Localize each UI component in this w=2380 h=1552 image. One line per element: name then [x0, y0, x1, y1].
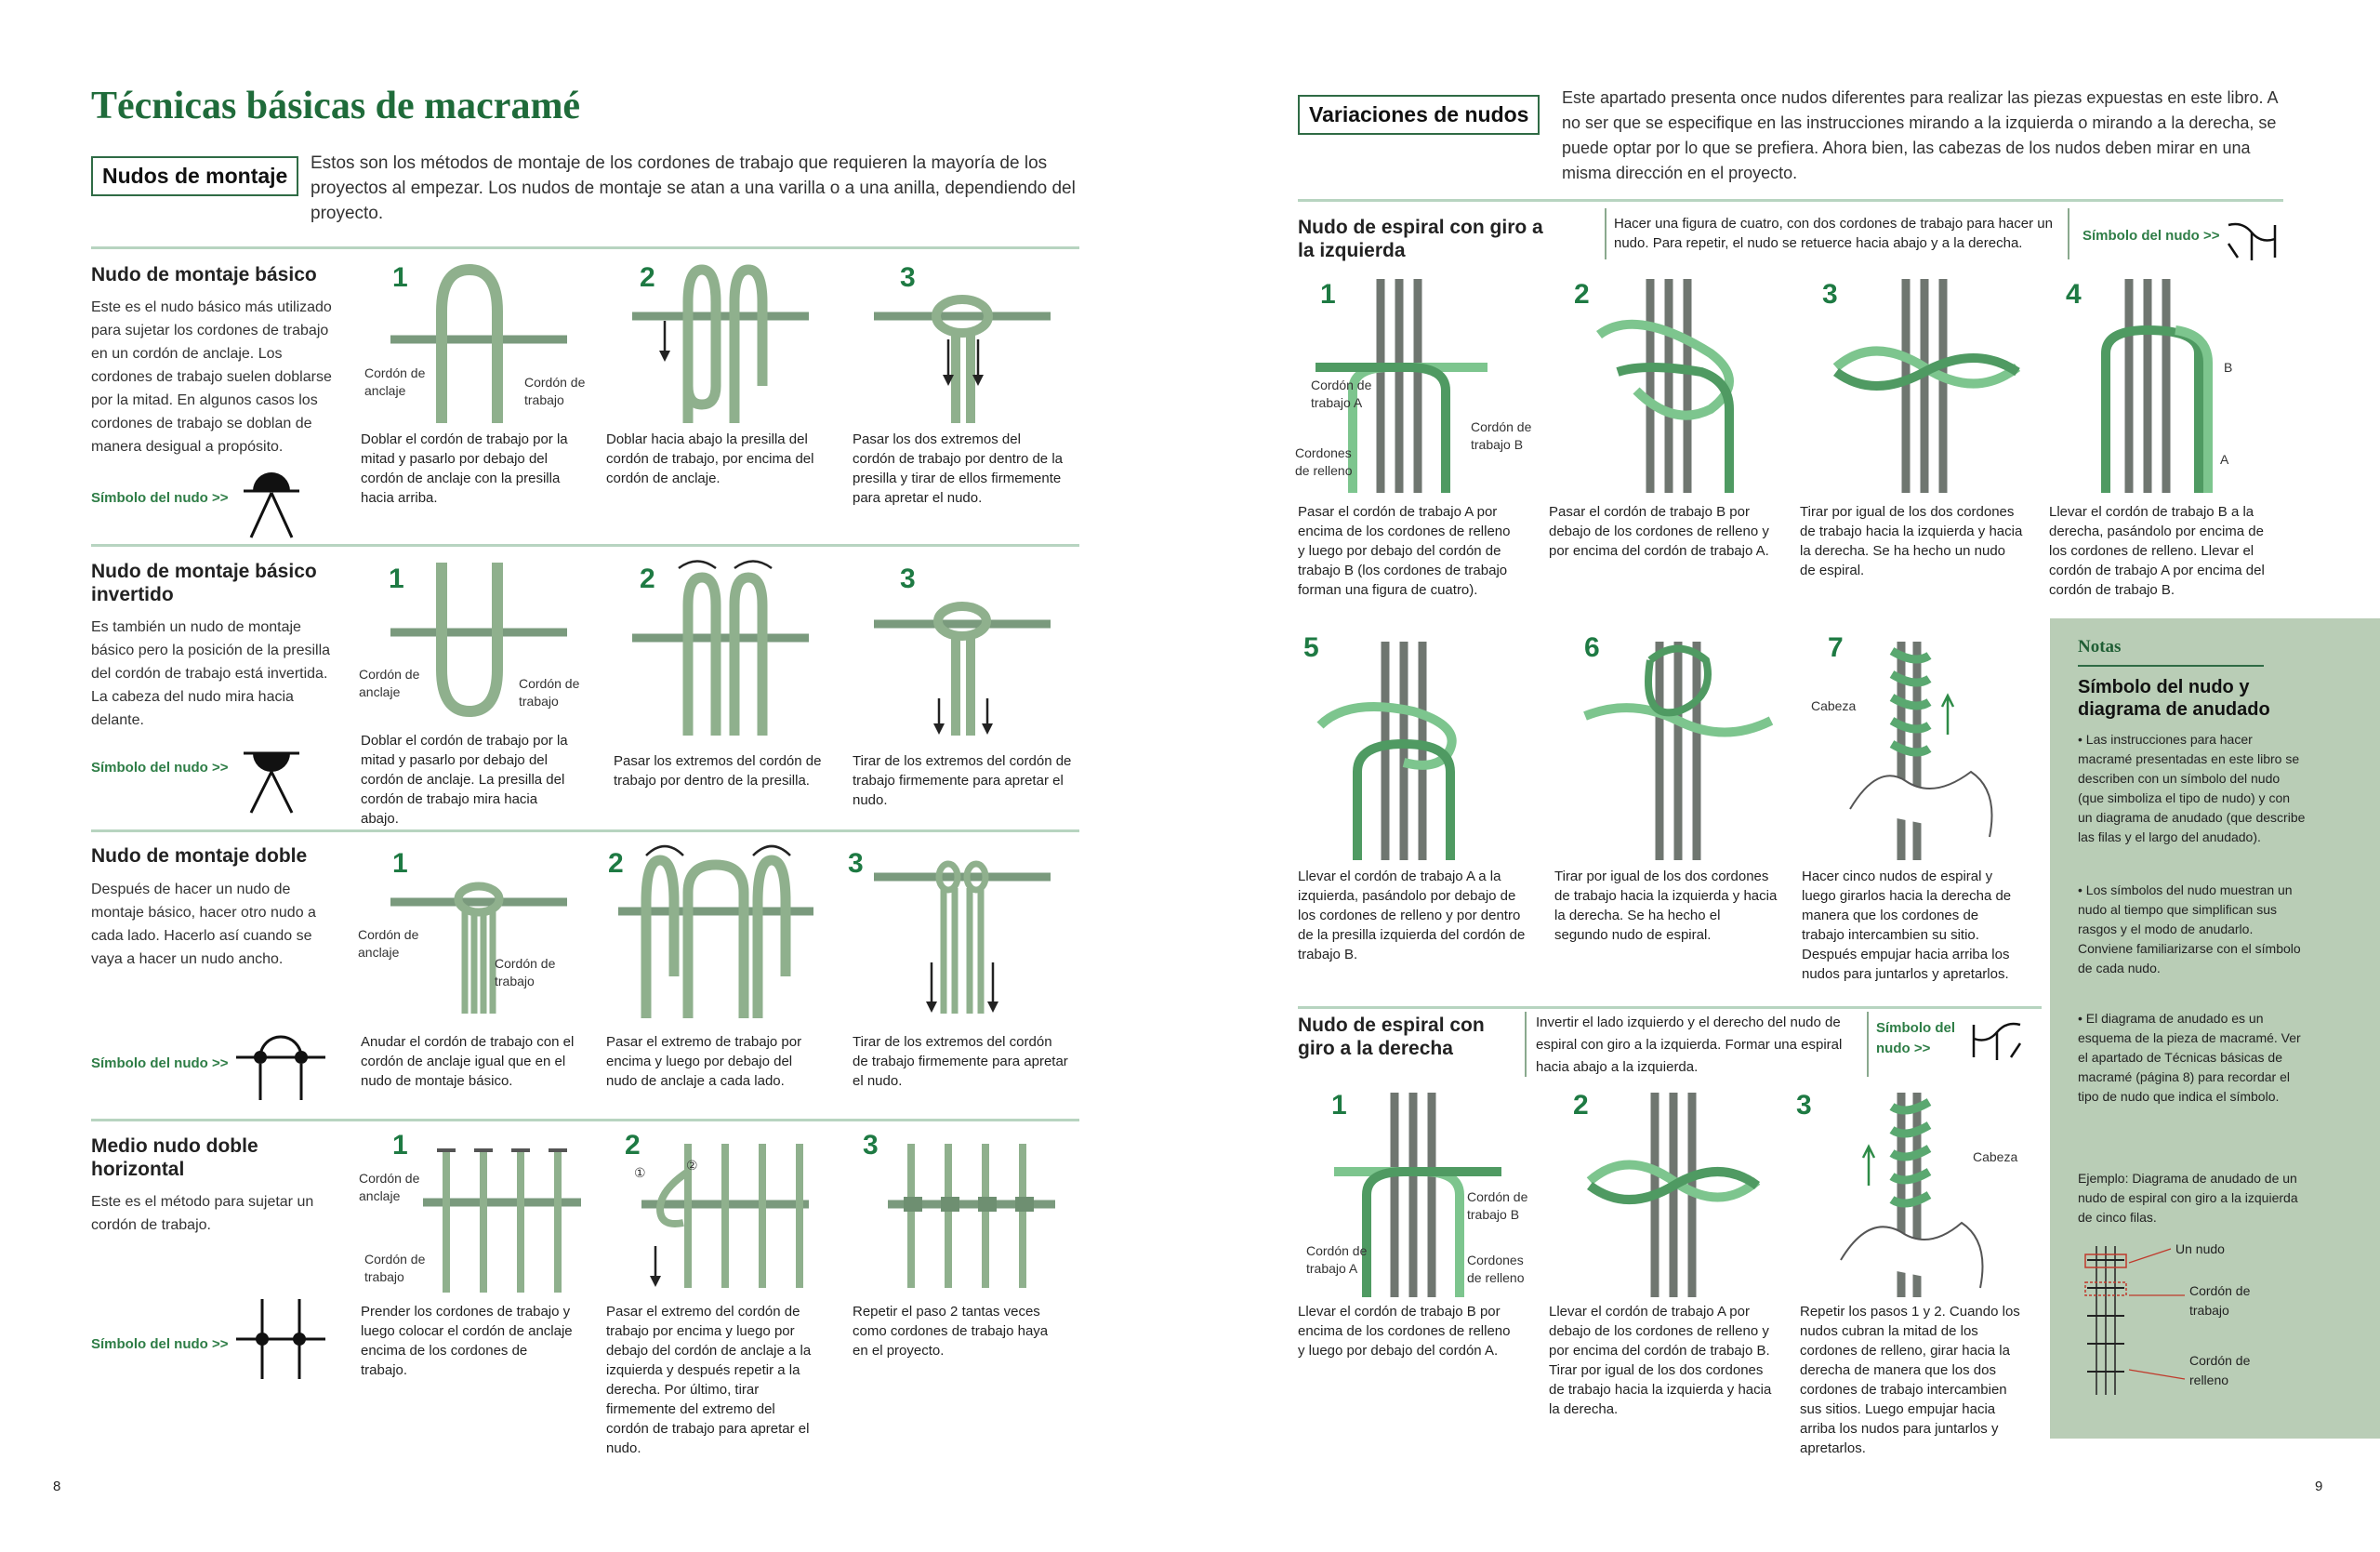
- section-title: Nudo de montaje básico invertido: [91, 561, 317, 605]
- step-caption: Hacer cinco nudos de espiral y luego girarlos hacia la derecha de manera que los cordones de trabajo intercambien su sitio. Después empujar hacia arriba los nudos para juntarlos y apretarlos.: [1802, 869, 2012, 982]
- head-label: Cabeza: [1811, 698, 1857, 713]
- anchor-cord-label: Cordón de anclaje: [359, 667, 420, 699]
- step-2-illustration: [1571, 1093, 1776, 1297]
- step-caption: Doblar el cordón de trabajo por la mitad y pasarlo por debajo del cordón de anclaje. La presilla del cordón de trabajo mira hacia abajo.: [361, 733, 568, 827]
- working-cord-b-label: Cordón de trabajo B: [1467, 1189, 1528, 1222]
- step-caption: Pasar el cordón de trabajo B por debajo de los cordones de relleno y por encima del cordón de trabajo A.: [1549, 504, 1769, 559]
- step-caption: Pasar los extremos del cordón de trabajo por dentro de la presilla.: [614, 753, 822, 789]
- one-knot-label: Un nudo: [2175, 1241, 2225, 1256]
- step-3-illustration: [1813, 1093, 1999, 1297]
- divider: [1605, 208, 1606, 259]
- step-caption: Doblar hacia abajo la presilla del cordón de trabajo, por encima del cordón de anclaje.: [606, 431, 814, 486]
- step-caption: Repetir el paso 2 tantas veces como cordones de trabajo haya en el proyecto.: [853, 1304, 1049, 1359]
- cord-b-mark: B: [2224, 360, 2233, 375]
- step-caption: Anudar el cordón de trabajo con el cordón de anclaje igual que en el nudo de montaje básico.: [361, 1034, 575, 1089]
- section-description: Invertir el lado izquierdo y el derecho del nudo de espiral con giro a la izquierda. Formar una espiral hacia abajo a la izquierda.: [1536, 1015, 1843, 1075]
- head-label: Cabeza: [1973, 1149, 2018, 1164]
- step-number: 1: [389, 564, 404, 594]
- section-description: Es también un nudo de montaje básico pero la posición de la presilla del cordón de trabajo está invertida. La cabeza del nudo mira hacia delante.: [91, 619, 331, 728]
- step-number: 4: [2066, 279, 2082, 310]
- step-2-illustration: [632, 554, 818, 740]
- step-3-illustration: [874, 265, 1060, 428]
- intro-text: Este apartado presenta once nudos diferentes para realizar las piezas expuestas en este libro. A no ser que se especifique en las instrucciones mirando a la izquierda o mirando a la derecha, se puede optar por lo que se prefiera. Ahora bien, las cabezas de los nudos deben mirar en una misma dirección en el proyecto.: [1562, 88, 2278, 182]
- anchor-cord-label: Cordón de anclaje: [364, 365, 426, 398]
- lark-head-symbol-icon: [234, 471, 309, 545]
- section-description: Este es el nudo básico más utilizado para sujetar los cordones de trabajo en un cordón de anclaje. Los cordones de trabajo suelen doblarse por la mitad. En algunos casos los cordones de trabajo se doblan de manera desigual a propósito.: [91, 299, 332, 455]
- step-caption: Llevar el cordón de trabajo B a la derecha, pasándolo por encima de los cordones de relleno. Llevar el cordón de trabajo A por encima del cordón de trabajo B.: [2049, 504, 2265, 598]
- double-lark-head-symbol-icon: [234, 1018, 327, 1102]
- step-number: 2: [625, 1130, 641, 1161]
- step-3-illustration: [883, 1134, 1060, 1293]
- step-number: 2: [608, 848, 624, 879]
- step-number: 7: [1828, 632, 1844, 663]
- cord-a-mark: A: [2220, 452, 2229, 467]
- step-5-illustration: [1292, 642, 1534, 860]
- step-marker-2: ②: [686, 1158, 698, 1173]
- notes-subtitle: Símbolo del nudo y diagrama de anudado: [2078, 677, 2270, 720]
- anchor-cord-label: Cordón de anclaje: [358, 927, 419, 960]
- step-number: 3: [900, 564, 916, 594]
- left-spiral-symbol-icon: [2224, 216, 2280, 262]
- step-number: 1: [392, 1130, 408, 1161]
- divider: [91, 1119, 1079, 1121]
- section-description: Después de hacer un nudo de montaje básico, hacer otro nudo a cada lado. Hacerlo así cuando se vaya a hacer un nudo ancho.: [91, 882, 316, 967]
- step-number: 3: [900, 262, 916, 293]
- step-2-illustration: [1562, 279, 1785, 493]
- divider: [2068, 208, 2069, 259]
- step-caption: Tirar por igual de los dos cordones de trabajo hacia la izquierda y hacia la derecha. Se ha hecho el segundo nudo de espiral.: [1554, 869, 1778, 943]
- page-number: 9: [2315, 1479, 2323, 1494]
- half-hitch-symbol-icon: [234, 1297, 327, 1381]
- step-caption: Tirar por igual de los dos cordones de trabajo hacia la izquierda y hacia la derecha. Se ha hecho un nudo de espiral.: [1800, 504, 2023, 578]
- step-number: 1: [1331, 1090, 1347, 1121]
- step-caption: Llevar el cordón de trabajo B por encima de los cordones de relleno y luego por debajo del cordón A.: [1298, 1304, 1511, 1359]
- step-number: 6: [1584, 632, 1600, 663]
- section-title: Medio nudo doble horizontal: [91, 1135, 258, 1180]
- divider: [91, 246, 1079, 249]
- symbol-label: Símbolo del nudo >>: [91, 1336, 229, 1352]
- divider: [1525, 1012, 1527, 1077]
- working-cord-label: Cordón de trabajo: [495, 956, 556, 988]
- step-number: 2: [1574, 279, 1590, 310]
- intro-text: Estos son los métodos de montaje de los cordones de trabajo que requieren la mayoría de los proyectos al empezar. Los nudos de montaje se atan a una varilla o a una anilla, dependiendo del proyecto.: [311, 153, 1076, 223]
- section-title: Nudo de montaje doble: [91, 845, 308, 867]
- working-cord-a-label: Cordón de trabajo A: [1306, 1243, 1368, 1276]
- filler-cords-label: Cordones de relleno: [1295, 445, 1353, 478]
- working-cord-b-label: Cordón de trabajo B: [1471, 419, 1532, 452]
- symbol-label: Símbolo del nudo >>: [91, 760, 229, 776]
- working-cord-label: Cordón de trabajo: [519, 676, 580, 709]
- filler-cord-label: Cordón de relleno: [2189, 1353, 2251, 1387]
- section-title: Nudo de espiral con giro a la derecha: [1298, 1015, 1485, 1059]
- diagram-leader-lines: [2129, 1249, 2194, 1398]
- page-title: Técnicas básicas de macramé: [91, 85, 581, 127]
- divider: [1298, 1006, 2042, 1009]
- working-cord-label: Cordón de trabajo: [364, 1252, 426, 1284]
- divider: [91, 829, 1079, 832]
- step-caption: Pasar los dos extremos del cordón de trabajo por dentro de la presilla y tirar de ellos firmemente para apretar el nudo.: [853, 431, 1063, 506]
- section-box-label: Nudos de montaje: [91, 156, 298, 196]
- step-7-illustration: [1813, 642, 2027, 860]
- step-caption: Repetir los pasos 1 y 2. Cuando los nudos cubran la mitad de los cordones de relleno, girar hacia la derecha de manera que los dos cordones de trabajo intercambien sus sitios. Luego empujar hacia arriba los nudos para juntarlos y apretarlos.: [1800, 1304, 2020, 1456]
- working-cord-label: Cordón de trabajo: [524, 375, 586, 407]
- step-number: 3: [1796, 1090, 1812, 1121]
- section-description: Hacer una figura de cuatro, con dos cordones de trabajo para hacer un nudo. Para repetir, el nudo se retuerce hacia abajo y a la derecha.: [1614, 216, 2053, 251]
- notes-title: Notas: [2078, 637, 2122, 657]
- step-number: 3: [863, 1130, 879, 1161]
- section-description: Este es el método para sujetar un cordón de trabajo.: [91, 1194, 314, 1233]
- section-title: Nudo de montaje básico: [91, 264, 317, 285]
- step-3-illustration: [874, 851, 1060, 1018]
- symbol-label: Símbolo del nudo >>: [91, 1055, 229, 1071]
- notes-panel: [2050, 618, 2380, 1439]
- symbol-label: Símbolo del nudo >>: [2082, 228, 2220, 244]
- step-number: 2: [640, 262, 655, 293]
- section-title: Nudo de espiral con giro a la izquierda: [1298, 217, 1543, 261]
- divider: [1867, 1012, 1869, 1077]
- symbol-label: Símbolo del nudo >>: [1876, 1020, 1956, 1056]
- step-marker-1: ①: [634, 1165, 646, 1180]
- page-number: 8: [53, 1479, 61, 1494]
- step-caption: Pasar el extremo del cordón de trabajo por encima y luego por debajo del cordón de anclaje a la izquierda y después repetir a la derecha. Por último, tirar firmemente del extremo del cordón de trabajo para apretar el nudo.: [606, 1304, 812, 1456]
- step-number: 3: [1822, 279, 1838, 310]
- step-2-illustration: [618, 837, 823, 1023]
- step-caption: Pasar el cordón de trabajo A por encima de los cordones de relleno y luego por debajo del cordón de trabajo B (los cordones de trabajo forman una figura de cuatro).: [1298, 504, 1511, 598]
- step-number: 5: [1303, 632, 1319, 663]
- divider: [2078, 665, 2264, 667]
- step-caption: Llevar el cordón de trabajo A por debajo de los cordones de relleno y por encima del cordón de trabajo B. Tirar por igual de los dos cordones de trabajo hacia la izquierda y hacia la derecha.: [1549, 1304, 1772, 1417]
- step-6-illustration: [1567, 642, 1790, 860]
- step-2-illustration: [632, 265, 818, 428]
- step-caption: Tirar de los extremos del cordón de trabajo firmemente para apretar el nudo.: [853, 1034, 1068, 1089]
- anchor-cord-label: Cordón de anclaje: [359, 1171, 420, 1203]
- working-cord-label: Cordón de trabajo: [2189, 1283, 2251, 1318]
- notes-example: Ejemplo: Diagrama de anudado de un nudo de espiral con giro a la izquierda de cinco filas.: [2078, 1171, 2298, 1225]
- notes-bullet: • Los símbolos del nudo muestran un nudo al tiempo que simplifican sus rasgos y el modo de anudarlo. Conviene familiarizarse con el símbolo de cada nudo.: [2078, 882, 2301, 975]
- inverted-lark-head-symbol-icon: [234, 740, 309, 815]
- step-3-illustration: [874, 564, 1060, 740]
- step-number: 1: [392, 262, 408, 293]
- filler-cords-label: Cordones de relleno: [1467, 1253, 1525, 1285]
- working-cord-a-label: Cordón de trabajo A: [1311, 378, 1372, 410]
- step-number: 1: [392, 848, 408, 879]
- step-caption: Doblar el cordón de trabajo por la mitad y pasarlo por debajo del cordón de anclaje con la presilla hacia arriba.: [361, 431, 568, 506]
- step-number: 3: [848, 848, 864, 879]
- section-box-label: Variaciones de nudos: [1298, 95, 1540, 135]
- step-2-illustration: [632, 1134, 818, 1293]
- step-3-illustration: [1818, 279, 2041, 493]
- notes-bullet: • El diagrama de anudado es un esquema de la pieza de macramé. Ver el apartado de Técnicas básicas de macramé (página 8) para recordar el tipo de nudo que indica el símbolo.: [2078, 1011, 2301, 1104]
- symbol-label: Símbolo del nudo >>: [91, 490, 229, 506]
- step-caption: Prender los cordones de trabajo y luego colocar el cordón de anclaje encima de los cordones de trabajo.: [361, 1304, 573, 1378]
- right-spiral-symbol-icon: [1969, 1015, 2025, 1062]
- notes-bullet: • Las instrucciones para hacer macramé presentadas en este libro se describen con un símbolo del nudo (que simboliza el tipo de nudo) y con un diagrama de anudado (que describe las filas y el largo del anudado).: [2078, 732, 2306, 844]
- step-caption: Llevar el cordón de trabajo A a la izquierda, pasándolo por debajo de los cordones de relleno y por dentro de la presilla izquierda del cordón de trabajo B.: [1298, 869, 1526, 962]
- step-number: 2: [640, 564, 655, 594]
- step-caption: Tirar de los extremos del cordón de trabajo firmemente para apretar el nudo.: [853, 753, 1072, 808]
- divider: [1298, 199, 2283, 202]
- step-caption: Pasar el extremo de trabajo por encima y luego por debajo del nudo de anclaje a cada lado.: [606, 1034, 802, 1089]
- step-number: 2: [1573, 1090, 1589, 1121]
- step-number: 1: [1320, 279, 1336, 310]
